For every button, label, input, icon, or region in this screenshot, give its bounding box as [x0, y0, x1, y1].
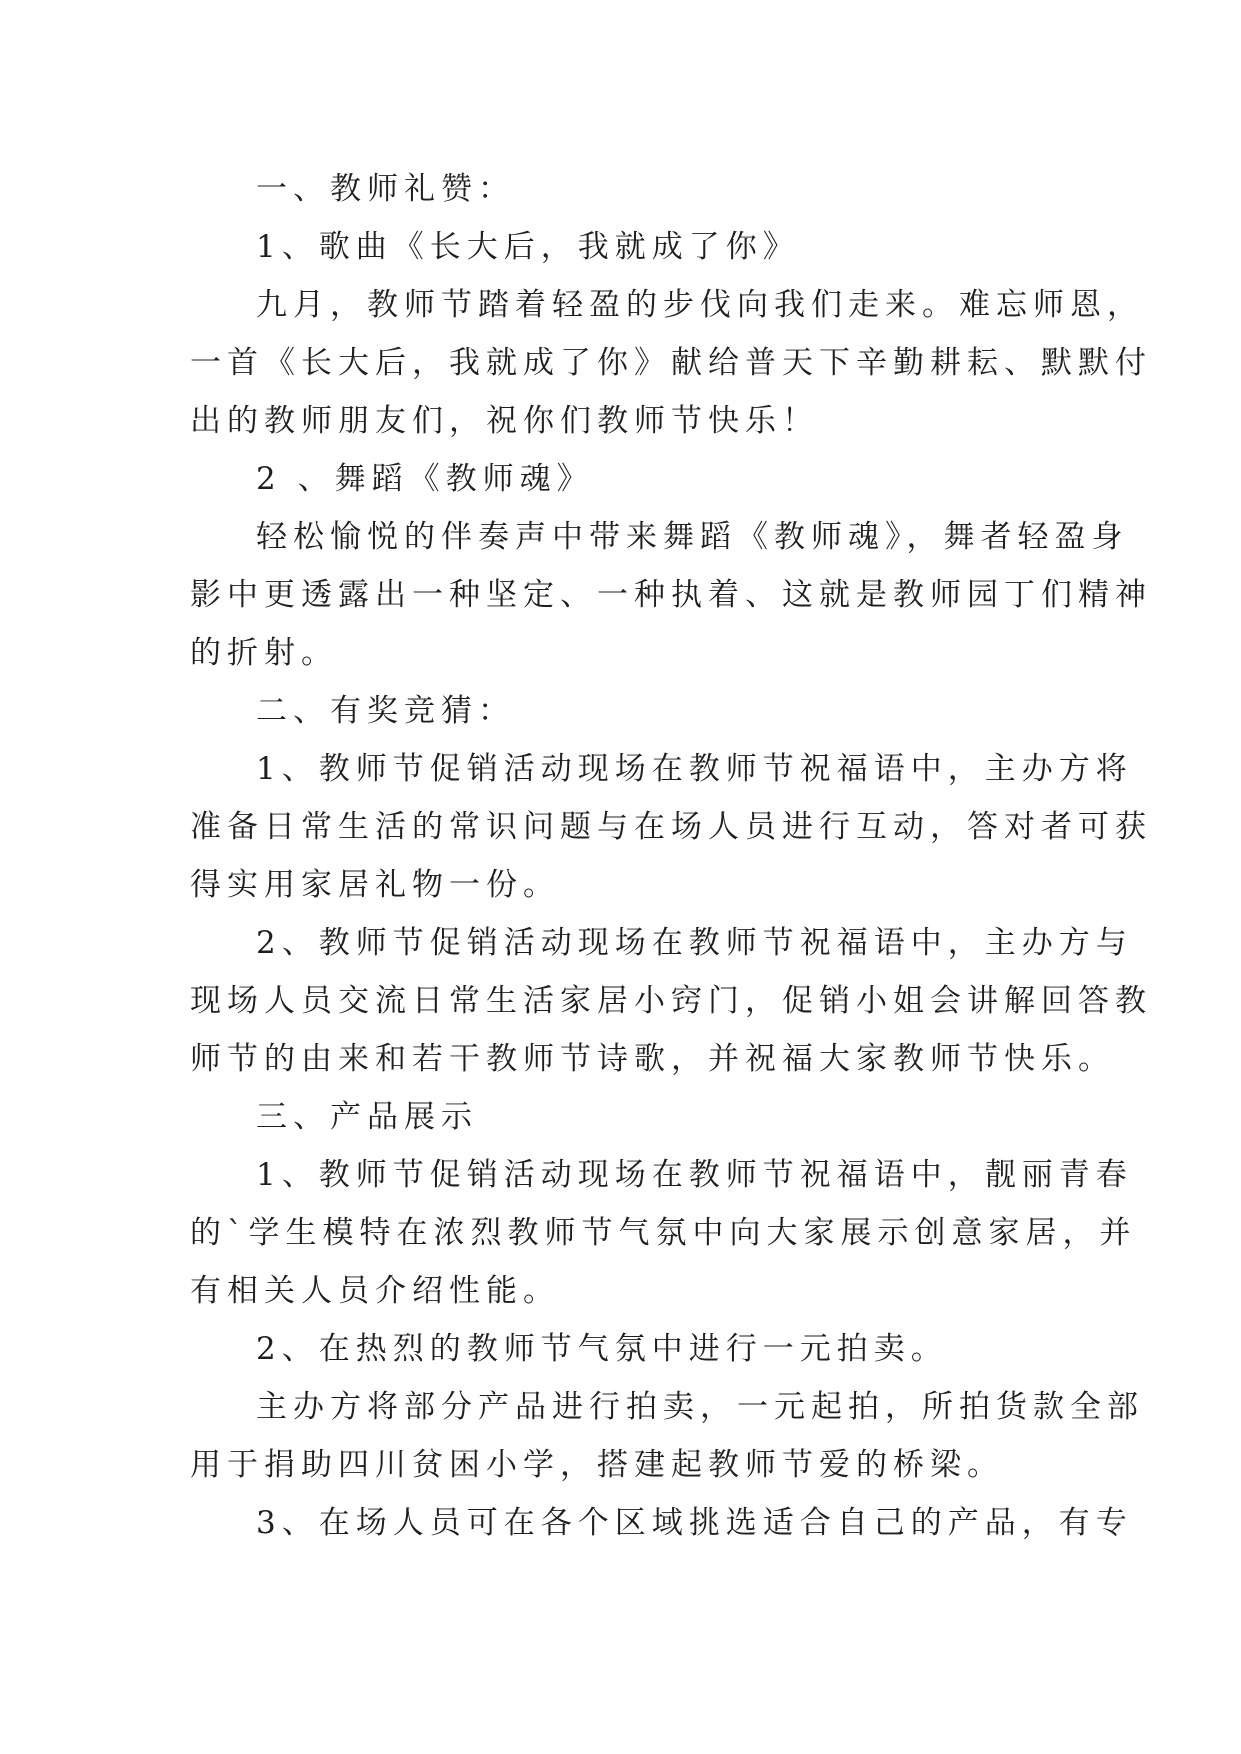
paragraph-line: 1、教师节促销活动现场在教师节祝福语中，靓丽青春: [256, 1157, 1133, 1193]
paragraph-line: 轻松愉悦的伴奏声中带来舞蹈《教师魂》，舞者轻盈身: [256, 519, 1129, 555]
paragraph-line: 现场人员交流日常生活家居小窍门，促销小姐会讲解回答教: [190, 983, 1152, 1019]
paragraph-line: 2、教师节促销活动现场在教师节祝福语中，主办方与: [256, 925, 1133, 961]
paragraph-line: 得实用家居礼物一份。: [190, 867, 560, 903]
paragraph-line: 的折射。: [190, 635, 338, 671]
paragraph-line: 3、在场人员可在各个区域挑选适合自己的产品，有专: [256, 1505, 1133, 1541]
item-heading: 2 、舞蹈《教师魂》: [256, 461, 594, 497]
paragraph-line: 主办方将部分产品进行拍卖，一元起拍，所拍货款全部: [256, 1389, 1144, 1425]
paragraph-line: 师节的由来和若干教师节诗歌，并祝福大家教师节快乐。: [190, 1041, 1115, 1077]
section-heading-1: 一、教师礼赞：: [256, 171, 515, 207]
paragraph-line: 有相关人员介绍性能。: [190, 1273, 560, 1309]
paragraph-line: 一首《长大后，我就成了你》献给普天下辛勤耕耘、默默付: [190, 345, 1152, 381]
paragraph-line: 出的教师朋友们，祝你们教师节快乐！: [190, 403, 819, 439]
paragraph-line: 1、教师节促销活动现场在教师节祝福语中，主办方将: [256, 751, 1133, 787]
paragraph-line: 九月，教师节踏着轻盈的步伐向我们走来。难忘师恩，: [256, 287, 1144, 323]
section-heading-2: 二、有奖竞猜：: [256, 693, 515, 729]
paragraph-line: 用于捐助四川贫困小学，搭建起教师节爱的桥梁。: [190, 1447, 1004, 1483]
paragraph-line: 准备日常生活的常识问题与在场人员进行互动，答对者可获: [190, 809, 1152, 845]
section-heading-3: 三、产品展示: [256, 1099, 478, 1135]
paragraph-line: 影中更透露出一种坚定、一种执着、这就是教师园丁们精神: [190, 577, 1152, 613]
item-heading: 1、歌曲《长大后，我就成了你》: [256, 229, 800, 265]
paragraph-line: 2、在热烈的教师节气氛中进行一元拍卖。: [256, 1331, 948, 1367]
paragraph-line: 的`学生模特在浓烈教师节气氛中向大家展示创意家居，并: [190, 1215, 1137, 1251]
document-body: [190, 160, 1152, 1552]
